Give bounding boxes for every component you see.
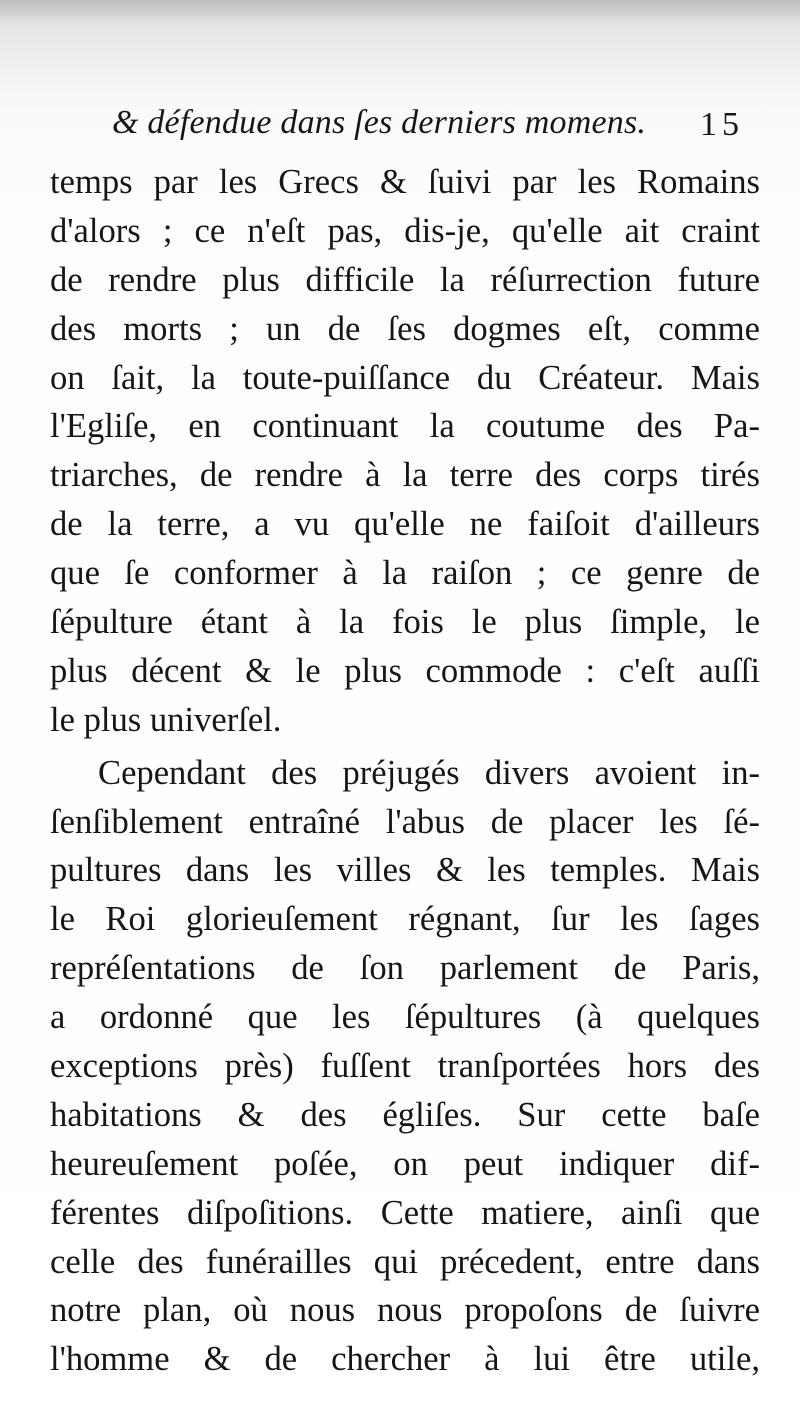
text-line: celle des funérailles qui précedent, entre dans bbox=[50, 1242, 760, 1281]
text-line: de la terre, a vu qu'elle ne faiſoit d'ailleurs bbox=[50, 505, 760, 544]
text-line: le Roi glorieuſement régnant, ſur les ſages bbox=[50, 900, 760, 939]
text-line: l'homme & de chercher à lui être utile, bbox=[50, 1340, 760, 1379]
text-line: repréſentations de ſon parlement de Paris, bbox=[50, 949, 760, 988]
text-line: exceptions près) fuſſent tranſportées hors des bbox=[50, 1047, 760, 1086]
text-line: des morts ; un de ſes dogmes eſt, comme bbox=[50, 309, 760, 348]
text-line: on ſait, la toute-puiſſance du Créateur. Mais bbox=[50, 358, 760, 397]
text-line: ſenſiblement entraîné l'abus de placer les ſé- bbox=[50, 802, 760, 841]
text-line: a ordonné que les ſépultures (à quelques bbox=[50, 998, 760, 1037]
body-text bbox=[50, 158, 760, 1384]
paragraph-1 bbox=[50, 158, 760, 745]
text-line: ſépulture étant à la fois le plus ſimple, le bbox=[50, 603, 760, 642]
running-title: & défendue dans ſes derniers momens. bbox=[112, 104, 647, 141]
text-line: d'alors ; ce n'eſt pas, dis-je, qu'elle ait craint bbox=[50, 211, 760, 250]
text-line: triarches, de rendre à la terre des corps tirés bbox=[50, 456, 760, 495]
text-line: Cependant des préjugés divers avoient in- bbox=[98, 753, 760, 792]
text-line: férentes diſpoſitions. Cette matiere, ainſi que bbox=[50, 1193, 760, 1232]
text-line: que ſe conformer à la raiſon ; ce genre de bbox=[50, 554, 760, 593]
text-line: de rendre plus difficile la réſurrection future bbox=[50, 260, 760, 299]
text-line: le plus univerſel. bbox=[50, 700, 282, 739]
text-line: temps par les Grecs & ſuivi par les Romains bbox=[50, 163, 760, 201]
running-head bbox=[112, 98, 752, 148]
text-line: habitations & des égliſes. Sur cette baſe bbox=[50, 1095, 760, 1134]
text-line: pultures dans les villes & les temples. Mais bbox=[50, 851, 760, 890]
page-number: 15 bbox=[700, 106, 744, 143]
page-edge-shadow bbox=[0, 0, 800, 22]
text-line: notre plan, où nous nous propoſons de ſuivre bbox=[50, 1291, 760, 1330]
text-line: l'Egliſe, en continuant la coutume des Pa- bbox=[50, 407, 760, 446]
text-line: plus décent & le plus commode : c'eſt auſſi bbox=[50, 651, 760, 690]
paragraph-2 bbox=[50, 749, 760, 1385]
text-line: heureuſement poſée, on peut indiquer dif- bbox=[50, 1144, 760, 1183]
